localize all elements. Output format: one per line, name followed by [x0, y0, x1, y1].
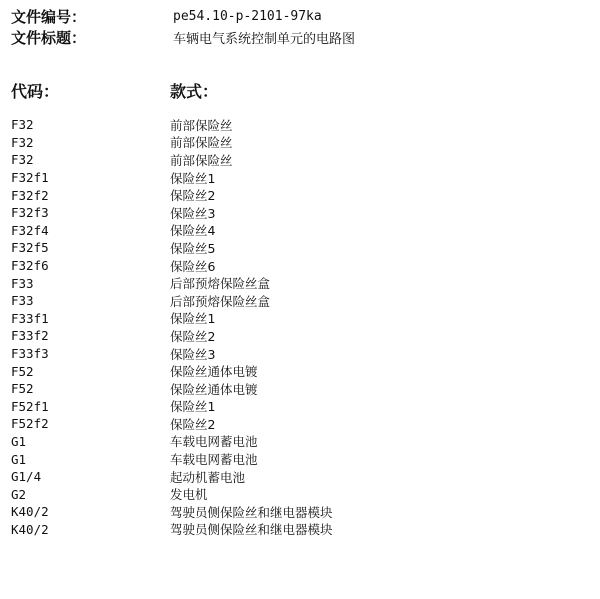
table-row: [11, 239, 333, 257]
doc-number-value: pe54.10-p-2101-97ka: [173, 9, 322, 24]
table-row: [11, 468, 333, 486]
component-code: G1: [11, 433, 27, 449]
component-code: F32: [11, 134, 34, 150]
table-row: [11, 450, 333, 468]
component-description: 驾驶员侧保险丝和继电器模块: [170, 504, 333, 520]
doc-number-label: 文件编号：: [11, 8, 87, 26]
table-row: [11, 362, 333, 380]
component-description: 保险丝6: [170, 258, 216, 274]
component-description: 前部保险丝: [170, 135, 233, 151]
component-code: G1: [11, 451, 27, 467]
component-list: [11, 116, 333, 538]
component-code: F32f4: [11, 222, 49, 238]
component-description: 保险丝5: [170, 240, 216, 256]
component-code: F33: [11, 275, 34, 291]
component-code: K40/2: [11, 504, 49, 520]
component-code: F33f2: [11, 328, 49, 344]
component-code: G2: [11, 486, 27, 502]
table-row: [11, 398, 333, 416]
component-code: F33f1: [11, 310, 49, 326]
component-description: 驾驶员侧保险丝和继电器模块: [170, 522, 333, 538]
component-description: 保险丝通体电镀: [170, 364, 258, 380]
component-code: G1/4: [11, 469, 42, 485]
component-description: 后部预熔保险丝盒: [170, 293, 271, 309]
doc-number-row: [11, 6, 355, 27]
table-row: [11, 503, 333, 521]
component-code: K40/2: [11, 521, 49, 537]
component-description: 保险丝2: [170, 328, 216, 344]
component-description: 车载电网蓄电池: [170, 434, 258, 450]
document-header: [11, 6, 355, 48]
component-description: 起动机蓄电池: [170, 469, 246, 485]
component-code: F32f5: [11, 240, 49, 256]
component-code: F32f2: [11, 187, 49, 203]
component-code: F52: [11, 363, 34, 379]
table-row: [11, 327, 333, 345]
table-row: [11, 345, 333, 363]
table-row: [11, 204, 333, 222]
component-code: F32f1: [11, 170, 49, 186]
component-code: F32f6: [11, 258, 49, 274]
table-row: [11, 222, 333, 240]
component-code: F33f3: [11, 346, 49, 362]
table-row: [11, 415, 333, 433]
component-description: 保险丝1: [170, 399, 216, 415]
table-row: [11, 134, 333, 152]
column-header-code: 代码：: [11, 81, 60, 101]
component-code: F33: [11, 293, 34, 309]
table-row: [11, 433, 333, 451]
table-row: [11, 310, 333, 328]
table-row: [11, 380, 333, 398]
table-row: [11, 485, 333, 503]
component-description: 保险丝1: [170, 311, 216, 327]
component-description: 保险丝3: [170, 346, 216, 362]
column-header-style: 款式：: [170, 81, 219, 101]
component-code: F52: [11, 381, 34, 397]
component-description: 保险丝2: [170, 416, 216, 432]
component-description: 保险丝4: [170, 223, 216, 239]
component-code: F52f2: [11, 416, 49, 432]
doc-title-row: [11, 27, 355, 48]
component-code: F32: [11, 152, 34, 168]
component-description: 保险丝1: [170, 170, 216, 186]
component-description: 前部保险丝: [170, 117, 233, 133]
table-row: [11, 521, 333, 539]
component-description: 发电机: [170, 487, 208, 503]
component-description: 保险丝3: [170, 205, 216, 221]
component-code: F32: [11, 117, 34, 133]
component-description: 保险丝2: [170, 188, 216, 204]
component-code: F52f1: [11, 398, 49, 414]
component-code: F32f3: [11, 205, 49, 221]
table-row: [11, 292, 333, 310]
table-row: [11, 116, 333, 134]
doc-title-label: 文件标题：: [11, 29, 87, 47]
component-description: 前部保险丝: [170, 152, 233, 168]
table-row: [11, 257, 333, 275]
table-header: [11, 79, 218, 101]
table-row: [11, 151, 333, 169]
component-description: 车载电网蓄电池: [170, 452, 258, 468]
doc-title-value: 车辆电气系统控制单元的电路图: [173, 32, 356, 47]
table-row: [11, 186, 333, 204]
table-row: [11, 169, 333, 187]
table-row: [11, 274, 333, 292]
component-description: 保险丝通体电镀: [170, 381, 258, 397]
component-description: 后部预熔保险丝盒: [170, 276, 271, 292]
